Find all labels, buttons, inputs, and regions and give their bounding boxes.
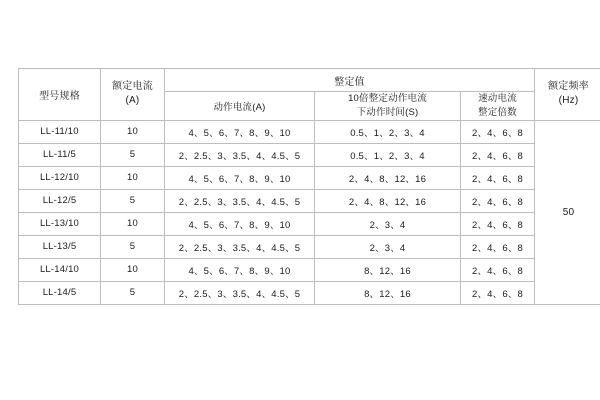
- header-time-line1: 10倍整定动作电流: [348, 93, 427, 104]
- header-rated-current: [101, 69, 165, 121]
- header-rated-current-line1: 额定电流: [112, 80, 153, 92]
- cell-multiple: 2、4、6、8: [461, 258, 535, 281]
- cell-action-current: 2、2.5、3、3.5、4、4.5、5: [165, 281, 315, 304]
- table-row: [19, 143, 600, 166]
- cell-time: 2、3、4: [315, 235, 461, 258]
- header-model: 型号规格: [19, 69, 101, 121]
- cell-multiple: 2、4、6、8: [461, 120, 535, 143]
- header-rated-current-line2: (A): [125, 95, 140, 107]
- cell-multiple: 2、4、6、8: [461, 143, 535, 166]
- cell-time: 8、12、16: [315, 281, 461, 304]
- cell-model: LL-11/10: [19, 120, 101, 143]
- table-row: [19, 166, 600, 189]
- cell-rated: 10: [101, 258, 165, 281]
- cell-rated: 10: [101, 212, 165, 235]
- cell-model: LL-13/10: [19, 212, 101, 235]
- header-action-current: 动作电流(A): [165, 92, 315, 121]
- cell-action-current: 2、2.5、3、3.5、4、4.5、5: [165, 235, 315, 258]
- cell-action-current: 2、2.5、3、3.5、4、4.5、5: [165, 143, 315, 166]
- cell-multiple: 2、4、6、8: [461, 166, 535, 189]
- cell-action-current: 2、2.5、3、3.5、4、4.5、5: [165, 189, 315, 212]
- header-quick-multiple: [461, 92, 535, 121]
- cell-model: LL-13/5: [19, 235, 101, 258]
- cell-time: 2、4、8、12、16: [315, 189, 461, 212]
- cell-multiple: 2、4、6、8: [461, 189, 535, 212]
- cell-action-current: 4、5、6、7、8、9、10: [165, 166, 315, 189]
- header-multiple-line1: 速动电流: [478, 93, 517, 104]
- cell-rated: 5: [101, 235, 165, 258]
- cell-time: 8、12、16: [315, 258, 461, 281]
- cell-time: 2、4、8、12、16: [315, 166, 461, 189]
- cell-frequency: 50: [535, 120, 600, 304]
- header-setting-group: 整定值: [165, 69, 535, 92]
- cell-model: LL-14/10: [19, 258, 101, 281]
- header-freq-line1: 额定频率: [548, 80, 589, 92]
- cell-time: 0.5、1、2、3、4: [315, 120, 461, 143]
- spec-table-container: [18, 68, 589, 305]
- cell-model: LL-12/5: [19, 189, 101, 212]
- cell-action-current: 4、5、6、7、8、9、10: [165, 120, 315, 143]
- table-row: [19, 235, 600, 258]
- cell-rated: 5: [101, 189, 165, 212]
- cell-multiple: 2、4、6、8: [461, 281, 535, 304]
- cell-model: LL-14/5: [19, 281, 101, 304]
- cell-rated: 5: [101, 281, 165, 304]
- cell-time: 2、3、4: [315, 212, 461, 235]
- table-header-row-1: [19, 69, 600, 92]
- header-freq-line2: (Hz): [558, 95, 579, 107]
- cell-action-current: 4、5、6、7、8、9、10: [165, 212, 315, 235]
- cell-model: LL-11/5: [19, 143, 101, 166]
- table-row: [19, 281, 600, 304]
- table-row: [19, 212, 600, 235]
- header-multiple-line2: 整定倍数: [478, 106, 517, 118]
- cell-rated: 10: [101, 166, 165, 189]
- header-time-line2: 下动作时间(S): [356, 106, 419, 118]
- table-row: [19, 120, 600, 143]
- header-rated-frequency: [535, 69, 600, 121]
- specification-table: [18, 68, 600, 305]
- cell-multiple: 2、4、6、8: [461, 235, 535, 258]
- cell-rated: 10: [101, 120, 165, 143]
- cell-time: 0.5、1、2、3、4: [315, 143, 461, 166]
- cell-rated: 5: [101, 143, 165, 166]
- table-row: [19, 258, 600, 281]
- cell-action-current: 4、5、6、7、8、9、10: [165, 258, 315, 281]
- header-operate-time: [315, 92, 461, 121]
- cell-multiple: 2、4、6、8: [461, 212, 535, 235]
- table-row: [19, 189, 600, 212]
- cell-model: LL-12/10: [19, 166, 101, 189]
